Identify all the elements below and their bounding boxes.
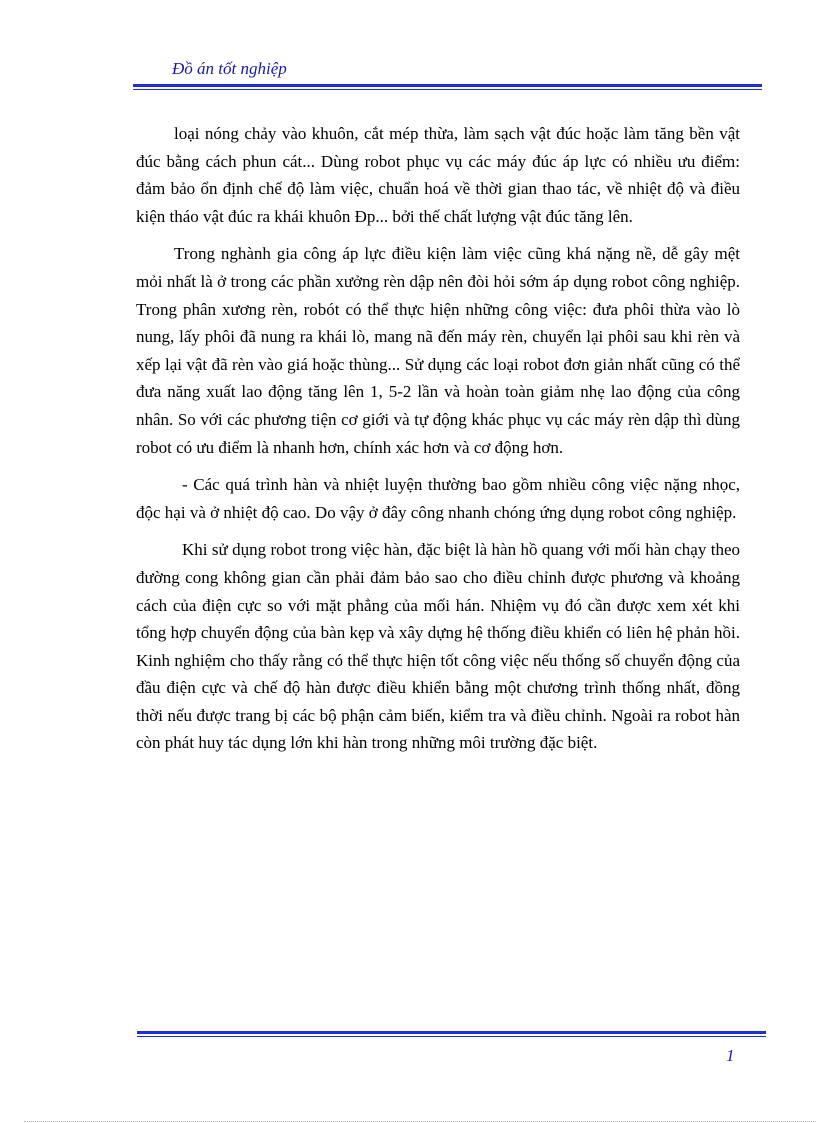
page-edge-divider	[24, 1121, 816, 1122]
header-title: Đồ án tốt nghiệp	[172, 59, 287, 78]
header-rule	[133, 84, 762, 87]
page-number: 1	[726, 1046, 735, 1065]
paragraph-arc-welding: Khi sử dụng robot trong việc hàn, đặc biệt là hàn hồ quang với mối hàn chạy theo đường cong không gian cần phải đảm bảo sao cho điều chỉnh được phương và khoảng cách của điện cực so với mặt phẳng của mối hán. Nhiệm vụ đó cần được xem xét khi tổng hợp chuyển động của bàn kẹp và xây dựng hệ thống điều khiển có liên hệ phản hồi. Kinh nghiệm cho thấy rằng có thể thực hiện tốt công việc nếu thống số chuyển động của đầu điện cực và chế độ hàn được điều khiển bằng một chương trình thống nhất, đồng thời nếu được trang bị các bộ phận cảm biến, kiểm tra và điều chỉnh. Ngoài ra robot hàn còn phát huy tác dụng lớn khi hàn trong những môi trường đặc biệt.	[136, 540, 740, 753]
document-body	[136, 120, 740, 767]
paragraph-welding-heat-treatment: - Các quá trình hàn và nhiệt luyện thường bao gồm nhiều công việc nặng nhọc, độc hại và ở nhiệt độ cao. Do vậy ở đây công nhanh chóng ứng dụng robot công nghiệp.	[136, 475, 740, 522]
paragraph-casting: loại nóng chảy vào khuôn, cắt mép thừa, làm sạch vật đúc hoặc làm tăng bền vật đúc bằng cách phun cát... Dùng robot phục vụ các máy đúc áp lực có nhiều ưu điểm: đảm bảo ổn định chế độ làm việc, chuẩn hoá về thời gian thao tác, về nhiệt độ và điều kiện tháo vật đúc ra khái khuôn Đp... bởi thế chất lượng vật đúc tăng lên.	[136, 124, 740, 226]
paragraph-forging: Trong nghành gia công áp lực điều kiện làm việc cũng khá nặng nề, dễ gây mệt mỏi nhất là ở trong các phần xưởng rèn dập nên đòi hỏi sớm áp dụng robot công nghiệp. Trong phân xương rèn, robót có thể thực hiện những công việc: đưa phôi thừa vào lò nung, lấy phôi đã nung ra khái lò, mang nã đến máy rèn, chuyển lại phôi sau khi rèn và xếp lại vật đã rèn vào giá hoặc thùng... Sử dụng các loại robot đơn giản nhất cũng có thể đưa năng xuất lao động tăng lên 1, 5-2 lần và hoàn toàn giảm nhẹ lao động của công nhân. So với các phương tiện cơ giới và tự động khác phục vụ các máy rèn dập thì dùng robot có ưu điểm là nhanh hơn, chính xác hơn và cơ động hơn.	[136, 244, 740, 457]
footer-rule	[137, 1031, 766, 1034]
